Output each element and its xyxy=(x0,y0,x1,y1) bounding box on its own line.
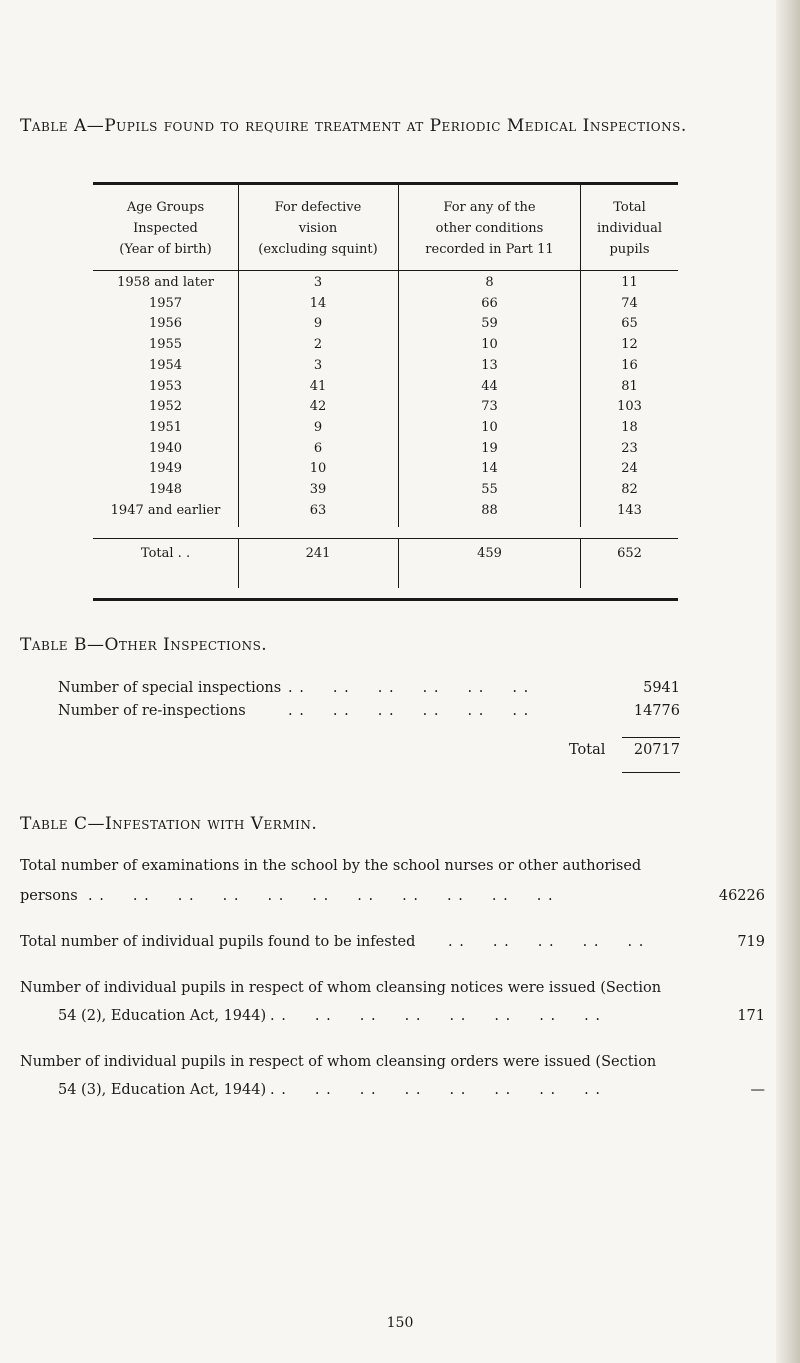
table-row: 1953 41 44 81 xyxy=(148,378,638,394)
cleansing-notices-label-cont: 54 (2), Education Act, 1944) xyxy=(58,1008,267,1024)
special-inspections-value: 5941 xyxy=(643,680,680,696)
table-a-bottom-rule xyxy=(93,598,678,601)
re-inspections-value: 14776 xyxy=(633,703,680,719)
infested-value: 719 xyxy=(737,934,765,950)
table-a-total-row: Total . . 241 459 652 xyxy=(140,546,642,561)
table-b-title: Table B—Other Inspections. xyxy=(20,635,268,655)
table-a-header-rule xyxy=(93,270,678,271)
table-row: 1951 9 10 18 xyxy=(148,419,638,435)
table-row: 1952 42 73 103 xyxy=(148,399,642,415)
table-row: 1955 2 10 12 xyxy=(148,337,638,353)
re-inspections-label: Number of re-inspections xyxy=(58,703,246,719)
header-other-conditions: For any of the other conditions recorded in Part 11 xyxy=(425,200,554,257)
cleansing-orders-value: — xyxy=(750,1082,765,1098)
examinations-label-cont: persons xyxy=(20,888,78,904)
table-row: 1947 and earlier 63 88 143 xyxy=(110,502,642,518)
infested-label: Total number of individual pupils found to be infested xyxy=(20,934,416,950)
cleansing-notices-value: 171 xyxy=(737,1008,765,1024)
table-c: Total number of examinations in the school by the school nurses or other authorised persons . . . . . . . . . . . . . . . . . . . . . . 46226 Total number of individual pupils found to be infested . . . . . . . . . . 719 Number of individual pupils in respect of whom cleansing notices were issued (Section 54 (2), Education Act, 1944) . . . . . . . . . . . . . . . . 171 Number of individual pupils in respect of whom cleansing orders were issued (Section 54 (3), Education Act, 1944) . . . . . . . . . . . . . . . . — xyxy=(20,858,765,1098)
table-a-total-rule xyxy=(93,538,678,539)
special-inspections-label: Number of special inspections xyxy=(58,680,282,696)
table-a-title: Table A—Pupils found to require treatment at Periodic Medical Inspections. xyxy=(20,116,687,136)
table-b-total-label: Total xyxy=(569,742,606,758)
cleansing-notices-label: Number of individual pupils in respect of whom cleansing notices were issued (Section xyxy=(20,980,662,996)
cleansing-orders-label: Number of individual pupils in respect of whom cleansing orders were issued (Section xyxy=(20,1054,657,1070)
table-row: 1958 and later 3 8 11 xyxy=(117,275,638,290)
table-b-total-value: 20717 xyxy=(633,742,680,758)
examinations-label: Total number of examinations in the school by the school nurses or other authorised xyxy=(20,858,642,874)
table-row: 1954 3 13 16 xyxy=(148,357,638,373)
table-row: 1948 39 55 82 xyxy=(148,482,638,497)
table-row: 1949 10 14 24 xyxy=(148,461,638,477)
cleansing-orders-label-cont: 54 (3), Education Act, 1944) xyxy=(58,1082,267,1098)
table-b: Number of special inspections . . . . . . . . . . . . 5941 Number of re-inspections . . . . . . . . . . . . 14776 Total 20717 xyxy=(0,680,800,800)
table-row: 1957 14 66 74 xyxy=(148,295,638,311)
header-defective-vision: For defective vision (excluding squint) xyxy=(258,200,378,257)
table-c-title: Table C—Infestation with Vermin. xyxy=(20,814,318,834)
examinations-value: 46226 xyxy=(718,888,765,904)
table-row: 1940 6 19 23 xyxy=(148,440,638,456)
page-number: 150 xyxy=(386,1315,414,1331)
header-total-pupils: Total individual pupils xyxy=(596,200,663,257)
table-a-top-rule xyxy=(93,182,678,185)
table-row: 1956 9 59 65 xyxy=(148,316,638,332)
header-age-groups: Age Groups Inspected (Year of birth) xyxy=(119,200,212,257)
